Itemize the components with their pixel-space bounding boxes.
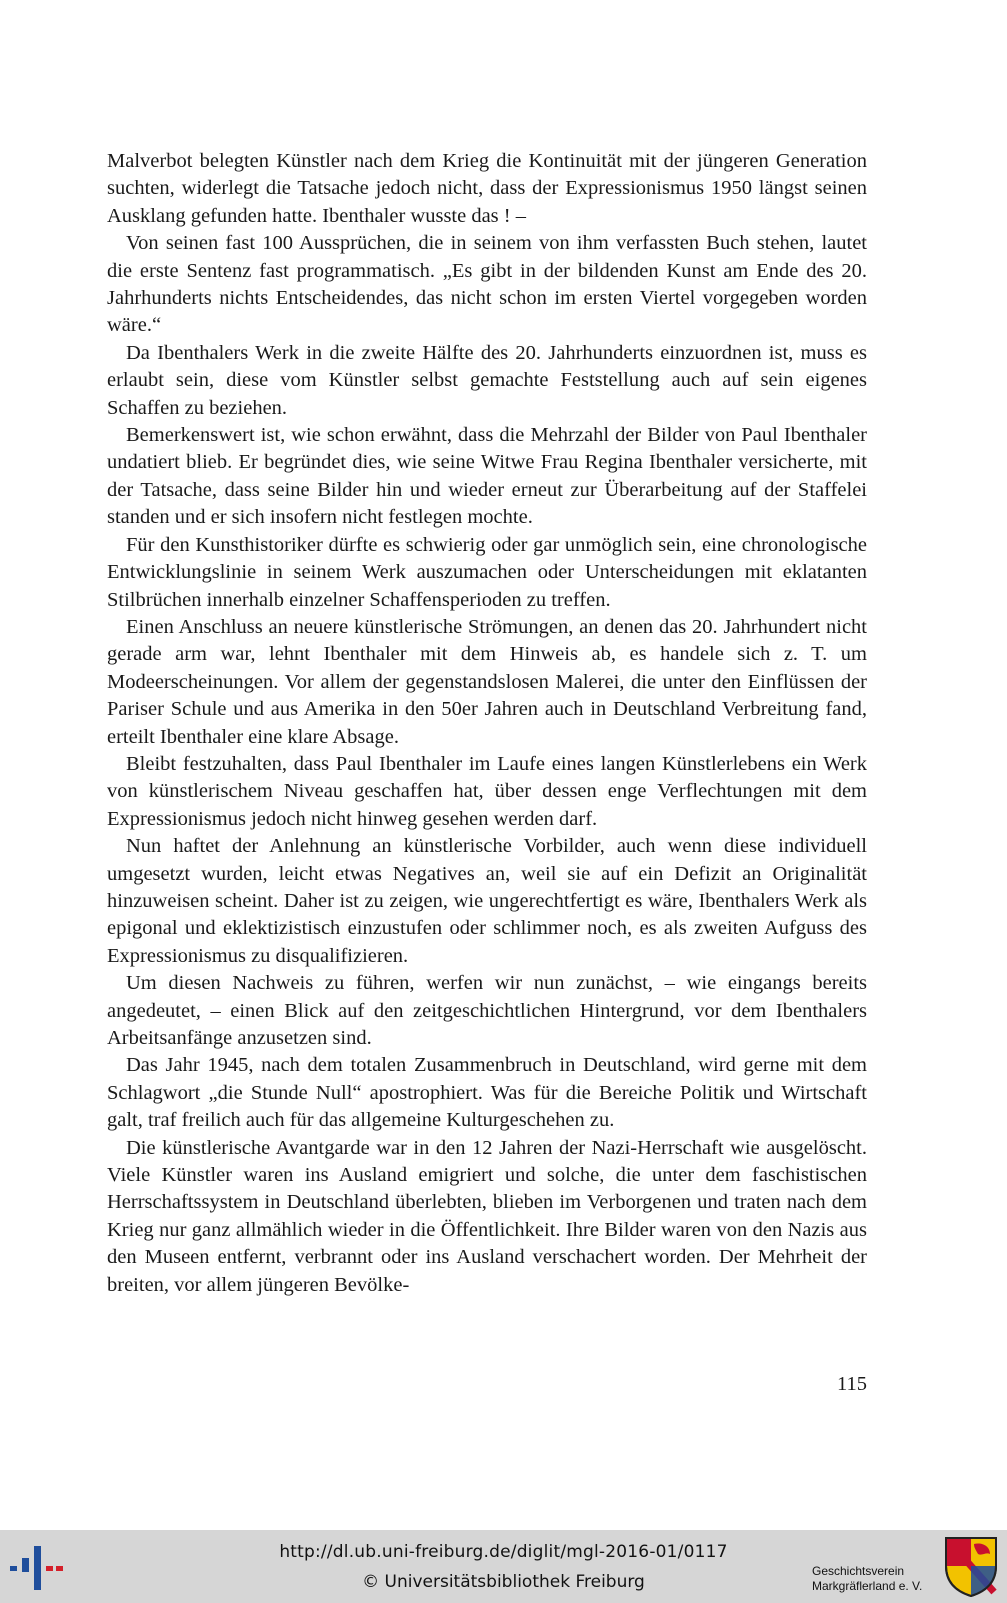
document-url-link[interactable]: http://dl.ub.uni-freiburg.de/diglit/mgl-2016-01/0117 <box>279 1542 728 1562</box>
paragraph: Die künstlerische Avantgarde war in den 12 Jahren der Nazi-Herrschaft wie ausgelöscht. Viele Künstler waren ins Ausland emigriert und solche, die unter dem faschistischen Herrschaftssystem in Deutschland überlebten, blieben im Verborgenen und traten nach dem Krieg nur ganz allmählich wieder in die Öffentlichkeit. Ihre Bilder waren von den Nazis aus den Museen entfernt, verbrannt oder ins Ausland verschachert worden. Der Mehrheit der breiten, vor allem jüngeren Bevölke- <box>107 1136 867 1296</box>
paragraph: Bemerkenswert ist, wie schon erwähnt, dass die Mehrzahl der Bilder von Paul Ibenthaler undatiert blieb. Er begründet dies, wie seine Witwe Frau Regina Ibenthaler versicherte, mit der Tatsache, dass seine Bilder hin und wieder erneut zur Überarbeitung auf der Staffelei standen und er sich insofern nicht festlegen mochte. <box>107 424 867 529</box>
paragraph: Für den Kunsthistoriker dürfte es schwierig oder gar unmöglich sein, eine chronologische Entwicklungslinie in seinem Werk auszumachen oder Unterscheidungen mit eklatanten Stilbrüchen innerhalb einzelner Schaffensperioden zu treffen. <box>107 533 867 611</box>
paragraph: Einen Anschluss an neuere künstlerische Strömungen, an denen das 20. Jahrhundert nicht gerade arm war, lehnt Ibenthaler mit dem Hinweis ab, es handele sich z. T. um Modeerscheinungen. Vor allem der gegenstandslosen Malerei, die unter den Einflüssen der Pariser Schule und aus Amerika in den 50er Jahren auch in Deutschland Verbreitung fand, erteilt Ibenthaler eine klare Absage. <box>107 615 867 748</box>
paragraph: Da Ibenthalers Werk in die zweite Hälfte des 20. Jahrhunderts einzuordnen ist, muss es erlaubt sein, diese vom Künstler selbst gemachte Feststellung auch auf sein eigenes Schaffen zu beziehen. <box>107 341 867 419</box>
paragraph: Bleibt festzuhalten, dass Paul Ibenthaler im Laufe eines langen Künstlerlebens ein Werk von künstlerischem Niveau geschaffen hat, über dessen enge Verflechtungen mit dem Expressionismus jedoch nicht hinweg gesehen werden darf. <box>107 752 867 830</box>
body-text <box>107 148 867 1299</box>
footer-bar <box>0 1530 1007 1603</box>
paragraph: Malverbot belegten Künstler nach dem Krieg die Kontinuität mit der jüngeren Generation suchten, widerlegt die Tatsache jedoch nicht, dass der Expressionismus 1950 längst seinen Ausklang gefunden hatte. Ibenthaler wusste das ! – <box>107 150 867 227</box>
society-name <box>812 1564 922 1594</box>
copyright-notice: © Universitätsbibliothek Freiburg <box>362 1572 645 1592</box>
page-number: 115 <box>837 1373 867 1395</box>
paragraph: Nun haftet der Anlehnung an künstlerische Vorbilder, auch wenn diese individuell umgesetzt wurden, leicht etwas Negatives an, weil sie auf ein Defizit an Originalität hinzuweisen scheint. Daher ist zu zeigen, wie ungerechtfertigt es wäre, Ibenthalers Werk als epigonal und eklektizistisch einzustufen oder schlimmer noch, es als zweiten Aufguss des Expressionismus zu disqualifizieren. <box>107 835 867 967</box>
paragraph: Das Jahr 1945, nach dem totalen Zusammenbruch in Deutschland, wird gerne mit dem Schlagwort „die Stunde Null“ apostrophiert. Was für die Bereiche Politik und Wirtschaft galt, traf freilich auch für das allgemeine Kulturgeschehen zu. <box>107 1054 867 1132</box>
society-name-line: Markgräflerland e. V. <box>812 1579 923 1593</box>
paragraph: Von seinen fast 100 Aussprüchen, die in seinem von ihm verfassten Buch stehen, lautet die erste Sentenz fast programmatisch. „Es gibt in der bildenden Kunst am Ende des 20. Jahrhunderts nichts Entscheidendes, das nicht schon im ersten Viertel vorgegeben worden wäre.“ <box>107 232 867 337</box>
society-name-line: Geschichtsverein <box>812 1564 905 1578</box>
paragraph: Um diesen Nachweis zu führen, werfen wir nun zunächst, – wie eingangs bereits angedeutet, – einen Blick auf den zeitgeschichtlichen Hintergrund, vor dem Ibenthalers Arbeitsanfänge anzusetzen sind. <box>107 972 867 1049</box>
coat-of-arms-icon <box>944 1536 998 1598</box>
